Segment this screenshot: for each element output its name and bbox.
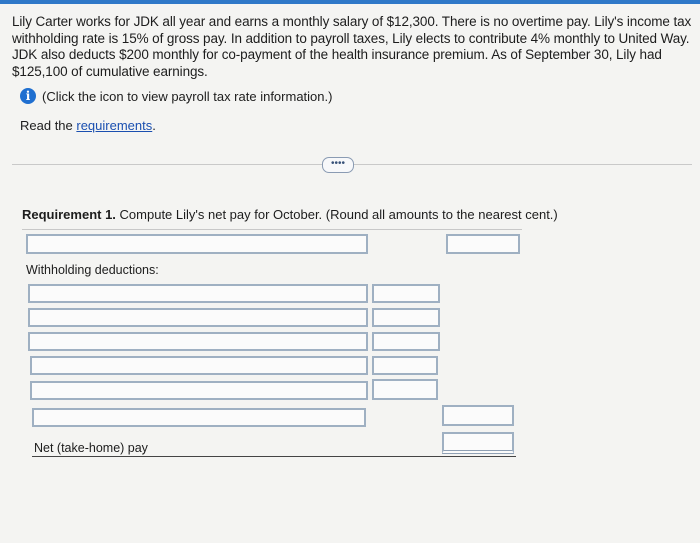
deduction-2-label-input[interactable] — [28, 308, 368, 327]
deduction-5-amount-input[interactable] — [372, 379, 438, 400]
deduction-3-label-input[interactable] — [28, 332, 368, 351]
gross-pay-amount-input[interactable] — [446, 234, 520, 254]
top-accent-bar — [0, 0, 700, 4]
requirement-rule — [22, 229, 522, 230]
net-pay-label: Net (take-home) pay — [34, 441, 148, 455]
deduction-5-label-input[interactable] — [30, 381, 368, 400]
net-pay-rule — [32, 456, 516, 457]
tax-info-line — [20, 88, 332, 104]
requirements-link[interactable]: requirements — [76, 118, 153, 133]
deduction-1-label-input[interactable] — [28, 284, 368, 303]
deduction-3-amount-input[interactable] — [372, 332, 440, 351]
total-deductions-amount-input[interactable] — [442, 405, 514, 426]
info-icon[interactable]: i — [20, 88, 36, 104]
read-requirements-line — [20, 118, 156, 133]
problem-statement: Lily Carter works for JDK all year and earns a monthly salary of $12,300. There is no overtime pay. Lily's income tax withholding rate is 15% of gross pay. In addition to payroll taxes, Lily elects to contribute 4% monthly to United Way. JDK also deducts $200 monthly for co-payment of the health insurance premium. As of September 30, Lily had $125,100 of cumulative earnings. — [12, 14, 692, 79]
expand-more-button[interactable]: •••• — [322, 157, 354, 173]
read-suffix: . — [152, 118, 156, 133]
read-prefix: Read the — [20, 118, 77, 133]
net-pay-amount-input[interactable] — [442, 432, 514, 454]
requirement-text: Compute Lily's net pay for October. (Round all amounts to the nearest cent.) — [115, 207, 558, 222]
gross-pay-label-input[interactable] — [26, 234, 368, 254]
deduction-4-label-input[interactable] — [30, 356, 368, 375]
tax-info-text: (Click the icon to view payroll tax rate information.) — [42, 88, 333, 104]
requirement-1 — [22, 207, 558, 222]
deduction-1-amount-input[interactable] — [372, 284, 440, 303]
deduction-4-amount-input[interactable] — [372, 356, 438, 375]
requirement-label: Requirement 1. — [22, 207, 116, 222]
total-deductions-label-input[interactable] — [32, 408, 366, 427]
withholding-label: Withholding deductions: — [26, 263, 159, 277]
deduction-2-amount-input[interactable] — [372, 308, 440, 327]
